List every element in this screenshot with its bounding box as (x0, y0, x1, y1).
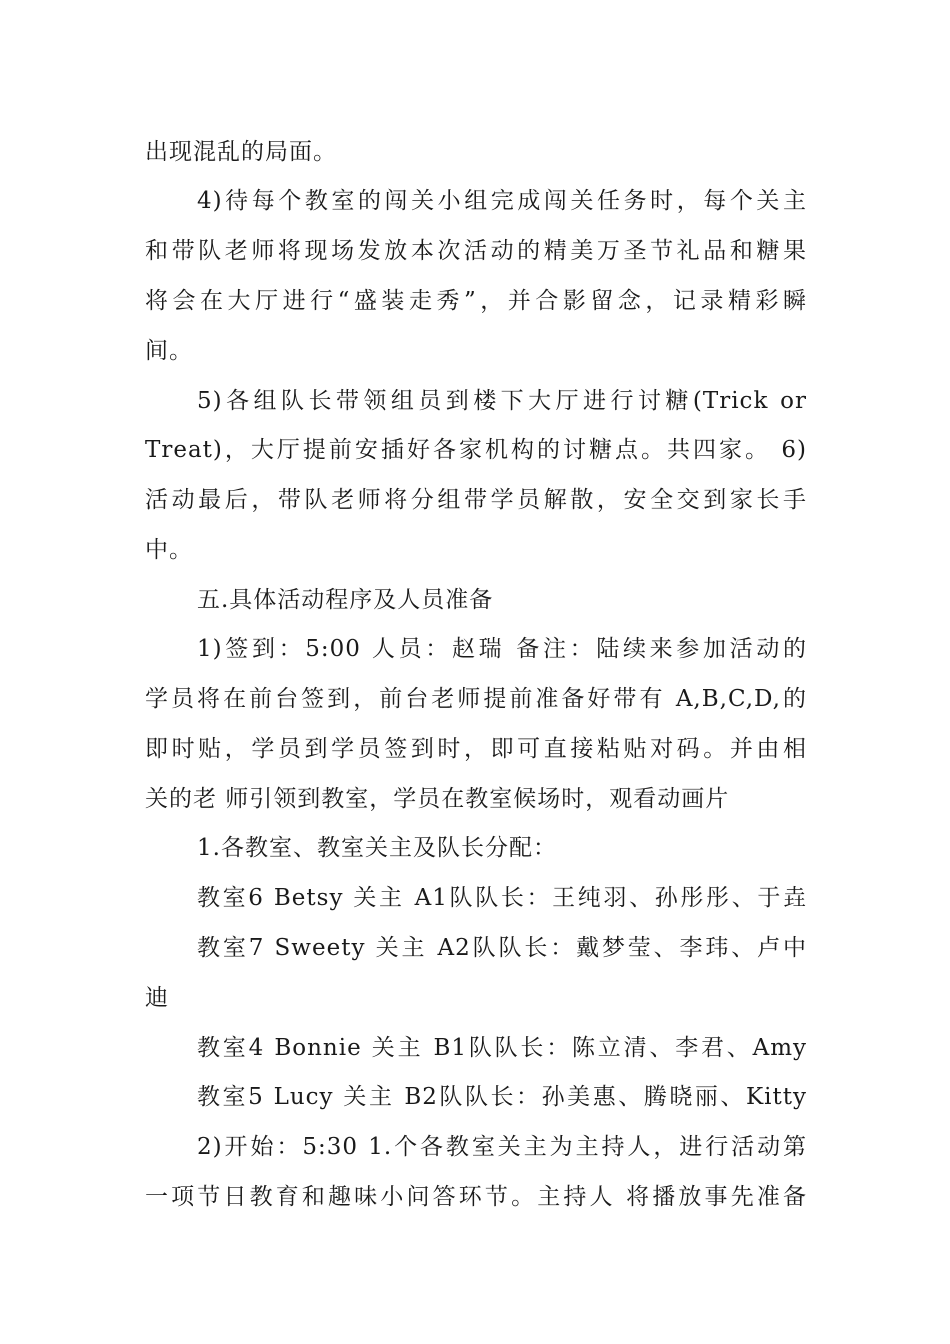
text-line: 学员将在前台签到，前台老师提前准备好带有 A,B,C,D,的 (145, 686, 807, 712)
text-line: 和带队老师将现场发放本次活动的精美万圣节礼品和糖果 (145, 238, 807, 264)
text-line: 出现混乱的局面。 (145, 139, 337, 165)
text-line: 4)待每个教室的闯关小组完成闯关任务时，每个关主 (197, 188, 807, 214)
text-line: 间。 (145, 338, 193, 364)
text-line: 教室6 Betsy 关主 A1队队长：王纯羽、孙彤彤、于垚 (197, 885, 807, 911)
text-line: 迪 (145, 985, 169, 1011)
text-line: 中。 (145, 537, 193, 563)
section-heading: 五.具体活动程序及人员准备 (197, 587, 494, 613)
text-line: 教室4 Bonnie 关主 B1队队长：陈立清、李君、Amy (197, 1035, 807, 1061)
text-line: 活动最后，带队老师将分组带学员解散，安全交到家长手 (145, 487, 807, 513)
text-line: 1)签到：5:00 人员：赵瑞 备注：陆续来参加活动的 (197, 636, 807, 662)
text-line: 5)各组队长带领组员到楼下大厅进行讨糖(Trick or (197, 388, 807, 414)
text-line: 将会在大厅进行“盛装走秀”，并合影留念，记录精彩瞬 (145, 288, 807, 314)
text-line: 关的老 师引领到教室，学员在教室候场时，观看动画片 (145, 786, 730, 812)
text-line: 教室5 Lucy 关主 B2队队长：孙美惠、腾晓丽、Kitty (197, 1084, 807, 1110)
text-line: 教室7 Sweety 关主 A2队队长：戴梦莹、李玮、卢中 (197, 935, 807, 961)
text-line: 1.各教室、教室关主及队长分配： (197, 835, 557, 861)
text-line: 2)开始：5:30 1.个各教室关主为主持人，进行活动第 (197, 1134, 807, 1160)
text-line: 一项节日教育和趣味小问答环节。主持人 将播放事先准备 (145, 1184, 807, 1210)
text-line: Treat)，大厅提前安插好各家机构的讨糖点。共四家。 6) (145, 437, 807, 463)
text-line: 即时贴，学员到学员签到时，即可直接粘贴对码。并由相 (145, 736, 807, 762)
